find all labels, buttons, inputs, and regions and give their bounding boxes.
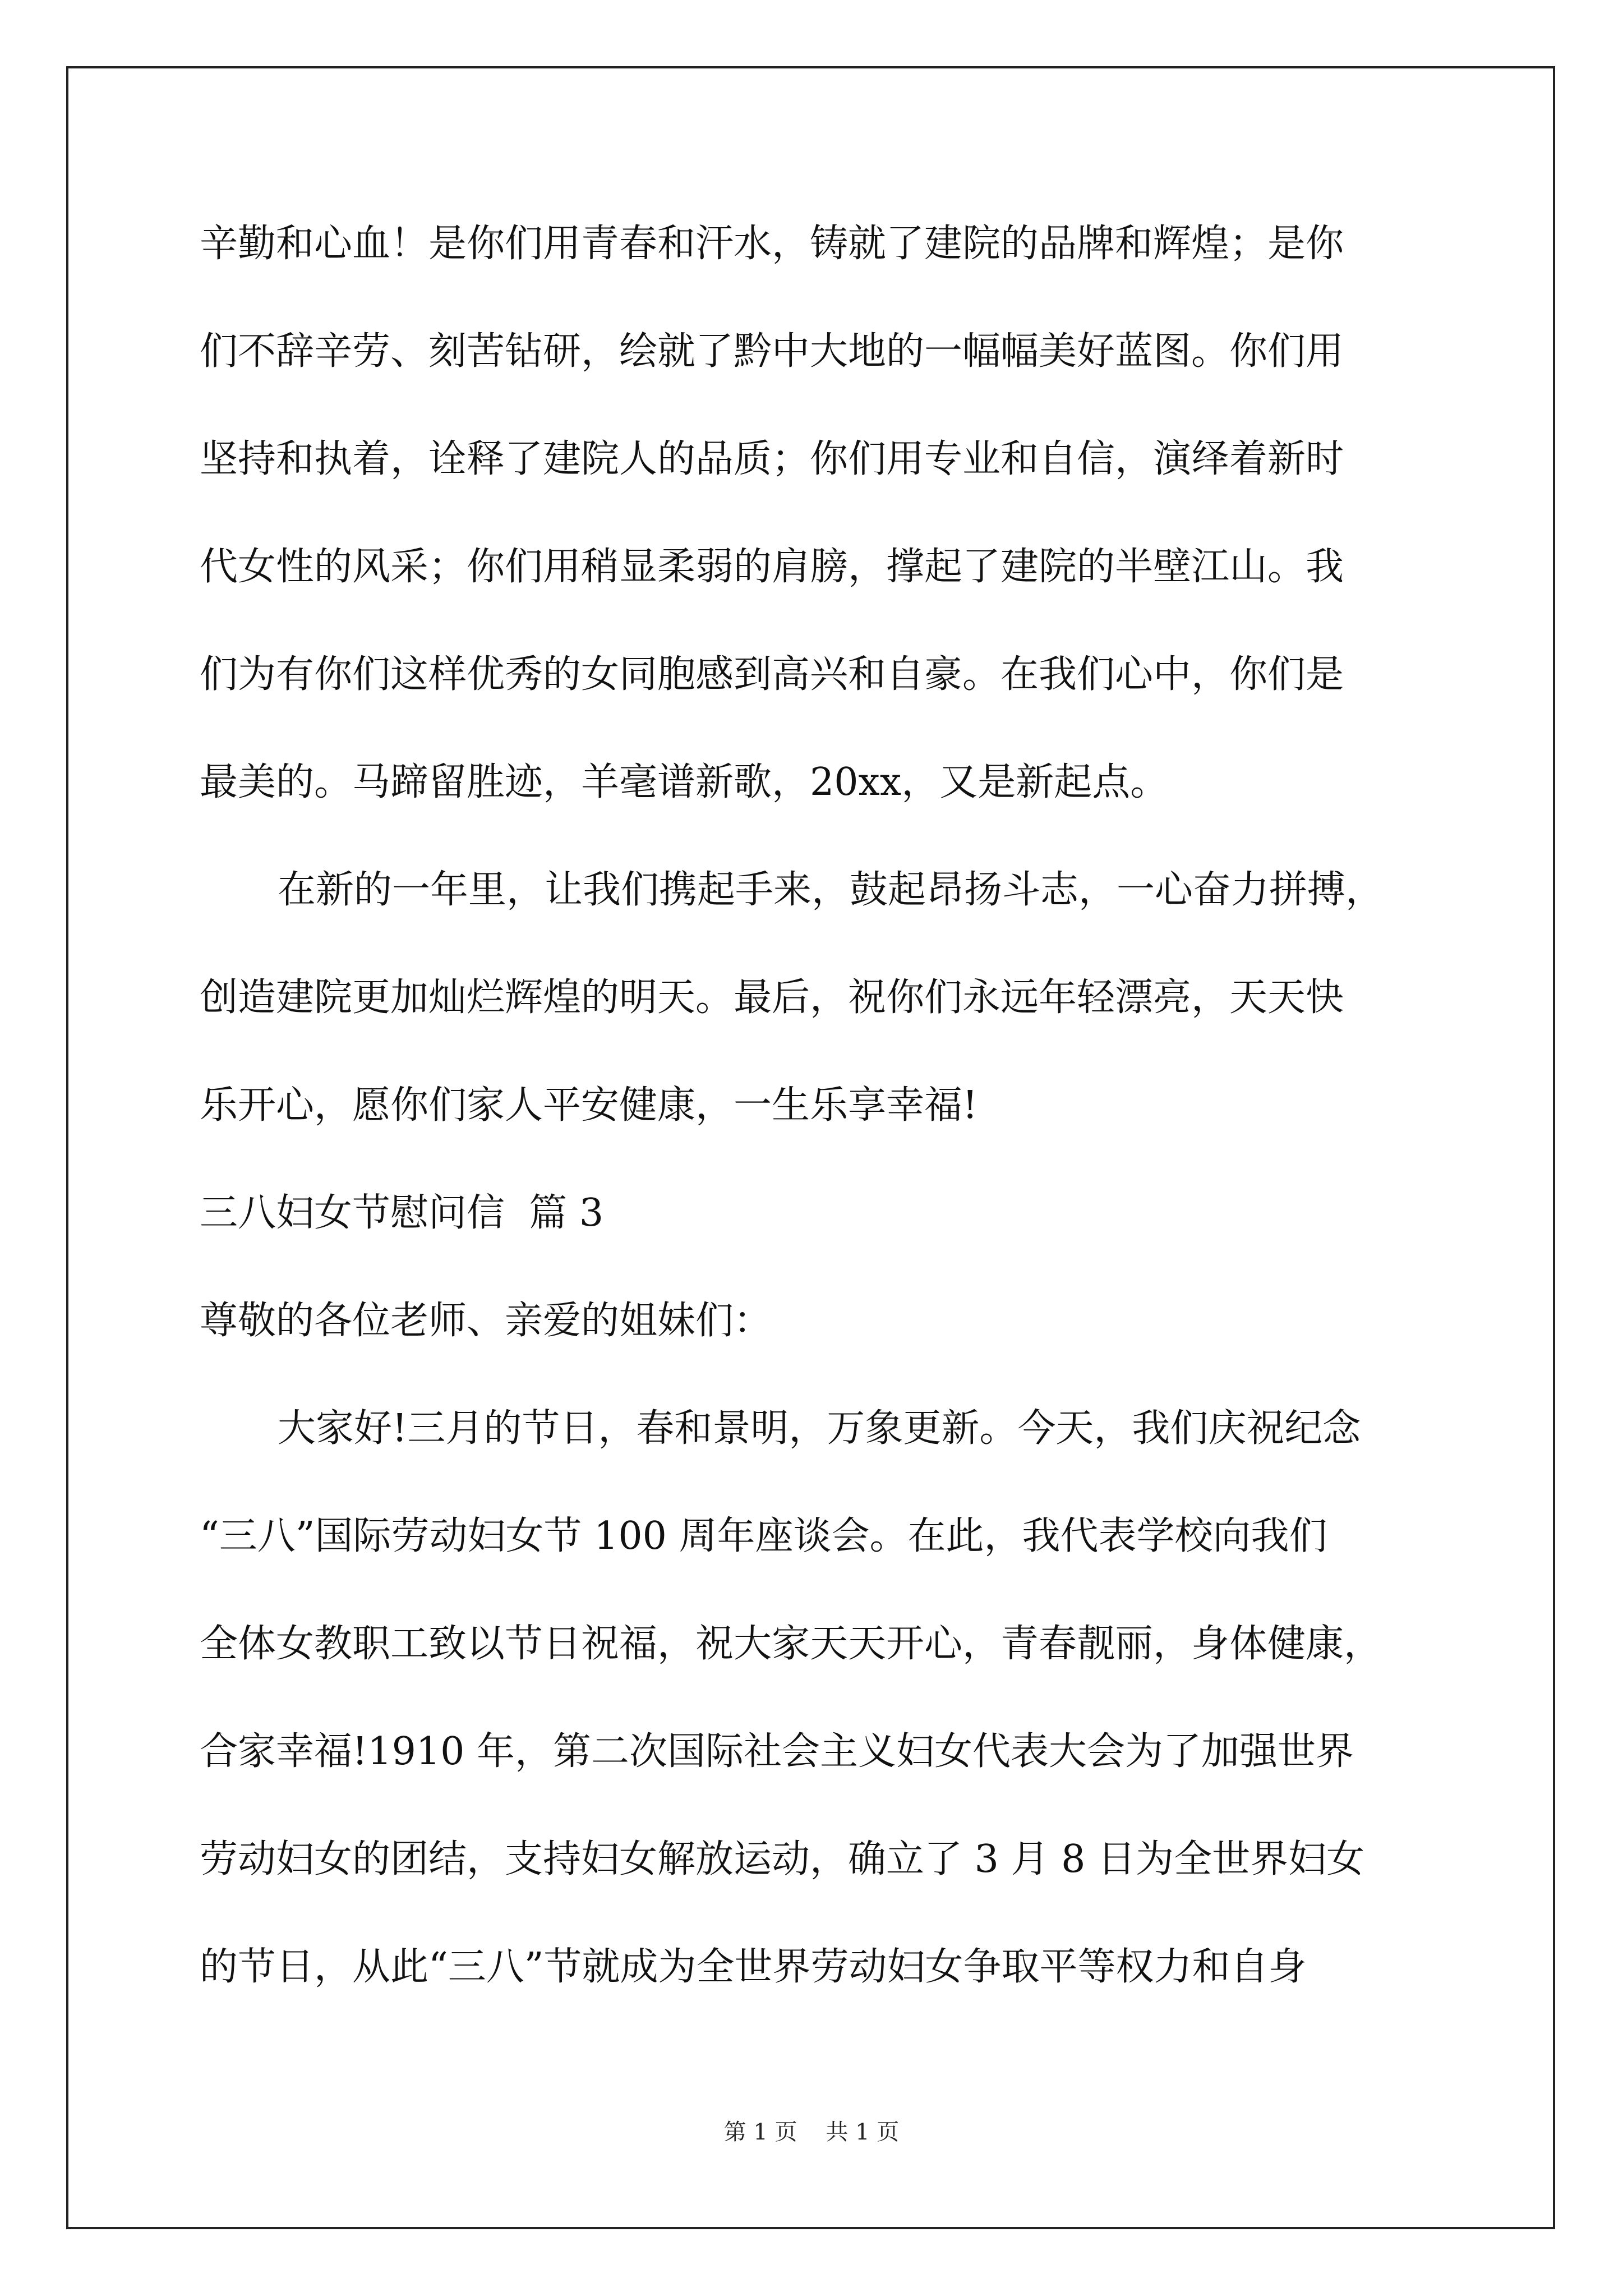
page-frame [66, 66, 1555, 2229]
body-line-5: 劳动妇女的团结，支持妇女解放运动，确立了 3 月 8 日为全世界妇女 [200, 1837, 1364, 1881]
body-line-3: 全体女教职工致以节日祝福，祝大家天天开心，青春靓丽，身体健康， [200, 1622, 1382, 1666]
paragraph-2-line-2: 创造建院更加灿烂辉煌的明天。最后，祝你们永远年轻漂亮，天天快 [200, 976, 1344, 1020]
body-line-6: 的节日，从此“三八”节就成为全世界劳动妇女争取平等权力和自身 [200, 1945, 1307, 1989]
paragraph-1-line-3: 坚持和执着，诠释了建院人的品质；你们用专业和自信，演绎着新时 [200, 437, 1344, 481]
paragraph-1-line-4: 代女性的风采；你们用稍显柔弱的肩膀，撑起了建院的半壁江山。我 [200, 545, 1344, 589]
paragraph-1-line-2: 们不辞辛劳、刻苦钻研，绘就了黔中大地的一幅幅美好蓝图。你们用 [200, 329, 1344, 374]
paragraph-2-line-1: 在新的一年里，让我们携起手来，鼓起昂扬斗志，一心奋力拼搏， [278, 868, 1384, 912]
page-footer: 第 1 页 共 1 页 [723, 2119, 900, 2145]
paragraph-1-line-5: 们为有你们这样优秀的女同胞感到高兴和自豪。在我们心中，你们是 [200, 652, 1344, 697]
section-title: 三八妇女节慰问信 篇 3 [200, 1191, 604, 1235]
paragraph-1-line-6: 最美的。马蹄留胜迹，羊毫谱新歌，20xx，又是新起点。 [200, 760, 1169, 804]
paragraph-2-line-3: 乐开心，愿你们家人平安健康，一生乐享幸福! [200, 1083, 978, 1128]
body-line-4: 合家幸福!1910 年，第二次国际社会主义妇女代表大会为了加强世界 [200, 1729, 1354, 1774]
body-line-1: 大家好!三月的节日，春和景明，万象更新。今天，我们庆祝纪念 [278, 1406, 1361, 1451]
body-line-2: “三八”国际劳动妇女节 100 周年座谈会。在此，我代表学校向我们 [200, 1514, 1327, 1558]
salutation: 尊敬的各位老师、亲爱的姐妹们： [200, 1299, 772, 1343]
paragraph-1-line-1: 辛勤和心血！是你们用青春和汗水，铸就了建院的品牌和辉煌；是你 [200, 222, 1344, 266]
